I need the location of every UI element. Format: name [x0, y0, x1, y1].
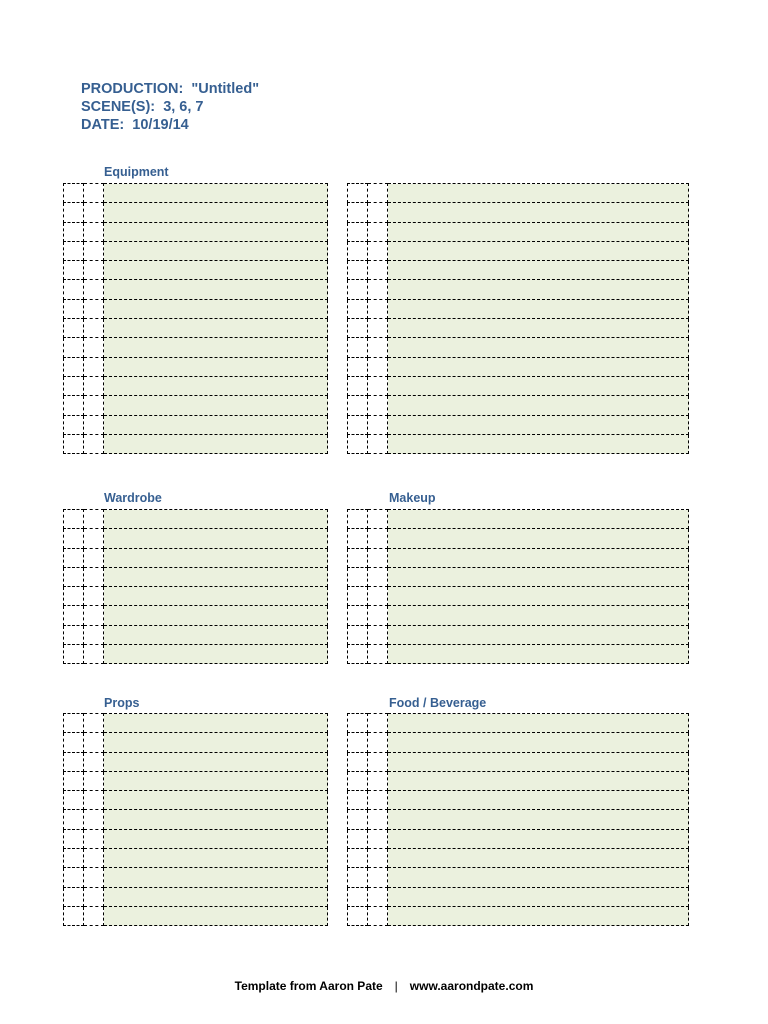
item-cell[interactable] — [104, 280, 328, 299]
item-cell[interactable] — [104, 606, 328, 625]
item-cell[interactable] — [388, 752, 689, 771]
checklist-row — [64, 280, 328, 299]
checkbox-cell[interactable] — [64, 733, 84, 752]
checkbox-cell[interactable] — [368, 510, 388, 529]
checkbox-cell[interactable] — [64, 357, 84, 376]
checklist-row — [348, 868, 689, 887]
checkbox-cell[interactable] — [84, 280, 104, 299]
item-cell[interactable] — [104, 645, 328, 664]
checklist-row — [348, 829, 689, 848]
checklist-row — [64, 810, 328, 829]
item-cell[interactable] — [388, 376, 689, 395]
footer-credit: Template from Aaron Pate — [234, 979, 383, 993]
item-cell[interactable] — [388, 849, 689, 868]
makeup-checklist — [347, 509, 689, 664]
checklist-row — [348, 510, 689, 529]
checkbox-cell[interactable] — [348, 338, 368, 357]
checklist-row — [64, 829, 328, 848]
item-cell[interactable] — [104, 357, 328, 376]
item-cell[interactable] — [388, 222, 689, 241]
checkbox-cell[interactable] — [348, 510, 368, 529]
checkbox-cell[interactable] — [64, 203, 84, 222]
item-cell[interactable] — [104, 906, 328, 925]
checklist-row — [64, 567, 328, 586]
checkbox-cell[interactable] — [64, 645, 84, 664]
checkbox-cell[interactable] — [84, 396, 104, 415]
item-cell[interactable] — [104, 548, 328, 567]
checklist-row — [64, 376, 328, 395]
item-cell[interactable] — [388, 338, 689, 357]
scenes-line — [81, 98, 259, 116]
checkbox-cell[interactable] — [84, 261, 104, 280]
item-cell[interactable] — [104, 510, 328, 529]
checkbox-cell[interactable] — [64, 434, 84, 453]
checkbox-cell[interactable] — [348, 752, 368, 771]
item-cell[interactable] — [388, 887, 689, 906]
checklist-row — [64, 434, 328, 453]
scenes-label: SCENE(S): — [81, 99, 156, 115]
food-beverage-title: Food / Beverage — [389, 696, 487, 710]
checkbox-cell[interactable] — [64, 319, 84, 338]
item-cell[interactable] — [388, 434, 689, 453]
item-cell[interactable] — [388, 241, 689, 260]
checkbox-cell[interactable] — [368, 222, 388, 241]
checklist-row — [348, 810, 689, 829]
checkbox-cell[interactable] — [84, 184, 104, 203]
item-cell[interactable] — [388, 791, 689, 810]
checkbox-cell[interactable] — [64, 529, 84, 548]
item-cell[interactable] — [388, 906, 689, 925]
checkbox-cell[interactable] — [368, 771, 388, 790]
checkbox-cell[interactable] — [64, 868, 84, 887]
checkbox-cell[interactable] — [84, 415, 104, 434]
checklist-row — [348, 396, 689, 415]
checkbox-cell[interactable] — [64, 280, 84, 299]
checkbox-cell[interactable] — [84, 548, 104, 567]
checkbox-cell[interactable] — [348, 184, 368, 203]
checkbox-cell[interactable] — [348, 887, 368, 906]
checkbox-cell[interactable] — [84, 241, 104, 260]
checkbox-cell[interactable] — [368, 434, 388, 453]
checklist-row — [348, 548, 689, 567]
checkbox-cell[interactable] — [348, 791, 368, 810]
checkbox-cell[interactable] — [84, 510, 104, 529]
item-cell[interactable] — [104, 752, 328, 771]
checklist-row — [348, 906, 689, 925]
checkbox-cell[interactable] — [368, 567, 388, 586]
item-cell[interactable] — [104, 261, 328, 280]
checklist-row — [64, 606, 328, 625]
item-cell[interactable] — [388, 184, 689, 203]
checkbox-cell[interactable] — [368, 338, 388, 357]
checkbox-cell[interactable] — [348, 203, 368, 222]
item-cell[interactable] — [104, 415, 328, 434]
checklist-row — [64, 261, 328, 280]
date-value: 10/19/14 — [132, 117, 189, 133]
checkbox-cell[interactable] — [64, 849, 84, 868]
checkbox-cell[interactable] — [84, 203, 104, 222]
item-cell[interactable] — [388, 714, 689, 733]
checkbox-cell[interactable] — [64, 338, 84, 357]
checkbox-cell[interactable] — [348, 625, 368, 644]
checkbox-cell[interactable] — [64, 299, 84, 318]
checklist-row — [64, 529, 328, 548]
checkbox-cell[interactable] — [84, 338, 104, 357]
checkbox-cell[interactable] — [368, 849, 388, 868]
item-cell[interactable] — [388, 868, 689, 887]
checkbox-cell[interactable] — [84, 868, 104, 887]
item-cell[interactable] — [388, 261, 689, 280]
production-line — [81, 80, 259, 98]
checklist-row — [348, 241, 689, 260]
checklist-row — [348, 299, 689, 318]
checklist-row — [64, 645, 328, 664]
item-cell[interactable] — [104, 203, 328, 222]
checklist-row — [64, 510, 328, 529]
item-cell[interactable] — [388, 203, 689, 222]
checkbox-cell[interactable] — [368, 625, 388, 644]
checkbox-cell[interactable] — [348, 733, 368, 752]
checkbox-cell[interactable] — [84, 529, 104, 548]
checkbox-cell[interactable] — [348, 829, 368, 848]
checklist-row — [64, 868, 328, 887]
checkbox-cell[interactable] — [64, 587, 84, 606]
item-cell[interactable] — [388, 771, 689, 790]
checklist-row — [64, 587, 328, 606]
item-cell[interactable] — [104, 376, 328, 395]
checkbox-cell[interactable] — [348, 906, 368, 925]
checkbox-cell[interactable] — [64, 241, 84, 260]
item-cell[interactable] — [388, 299, 689, 318]
checkbox-cell[interactable] — [84, 319, 104, 338]
checklist-row — [348, 529, 689, 548]
footer — [0, 979, 768, 993]
checklist-row — [64, 338, 328, 357]
checkbox-cell[interactable] — [348, 376, 368, 395]
checklist-row — [348, 222, 689, 241]
equipment-title: Equipment — [104, 165, 169, 179]
checkbox-cell[interactable] — [84, 829, 104, 848]
checklist-row — [348, 338, 689, 357]
checklist-row — [348, 606, 689, 625]
props-title: Props — [104, 696, 140, 710]
item-cell[interactable] — [388, 529, 689, 548]
checklist-row — [64, 222, 328, 241]
checkbox-cell[interactable] — [64, 510, 84, 529]
makeup-title: Makeup — [389, 491, 436, 505]
item-cell[interactable] — [388, 829, 689, 848]
checkbox-cell[interactable] — [84, 434, 104, 453]
food-beverage-checklist — [347, 713, 689, 926]
checkbox-cell[interactable] — [368, 810, 388, 829]
item-cell[interactable] — [104, 434, 328, 453]
checklist-row — [64, 714, 328, 733]
checklist-row — [348, 587, 689, 606]
checklist-row — [348, 261, 689, 280]
checkbox-cell[interactable] — [348, 567, 368, 586]
item-cell[interactable] — [388, 733, 689, 752]
checkbox-cell[interactable] — [368, 261, 388, 280]
item-cell[interactable] — [388, 510, 689, 529]
checklist-row — [64, 203, 328, 222]
checklist-row — [348, 376, 689, 395]
item-cell[interactable] — [104, 529, 328, 548]
checkbox-cell[interactable] — [84, 771, 104, 790]
checklist-row — [348, 203, 689, 222]
checkbox-cell[interactable] — [84, 376, 104, 395]
checklist-row — [64, 396, 328, 415]
checkbox-cell[interactable] — [348, 357, 368, 376]
checkbox-cell[interactable] — [368, 714, 388, 733]
checkbox-cell[interactable] — [84, 625, 104, 644]
item-cell[interactable] — [388, 587, 689, 606]
checkbox-cell[interactable] — [64, 829, 84, 848]
checklist-row — [348, 887, 689, 906]
checkbox-cell[interactable] — [368, 791, 388, 810]
checkbox-cell[interactable] — [64, 810, 84, 829]
checkbox-cell[interactable] — [368, 906, 388, 925]
item-cell[interactable] — [104, 222, 328, 241]
checklist-row — [64, 733, 328, 752]
checkbox-cell[interactable] — [348, 548, 368, 567]
item-cell[interactable] — [388, 625, 689, 644]
checkbox-cell[interactable] — [64, 625, 84, 644]
checkbox-cell[interactable] — [368, 241, 388, 260]
checkbox-cell[interactable] — [84, 587, 104, 606]
item-cell[interactable] — [388, 319, 689, 338]
date-label: DATE: — [81, 117, 125, 133]
checkbox-cell[interactable] — [348, 771, 368, 790]
checkbox-cell[interactable] — [368, 415, 388, 434]
production-value: "Untitled" — [191, 81, 260, 97]
item-cell[interactable] — [104, 733, 328, 752]
checkbox-cell[interactable] — [368, 587, 388, 606]
checkbox-cell[interactable] — [84, 887, 104, 906]
item-cell[interactable] — [388, 645, 689, 664]
checkbox-cell[interactable] — [84, 299, 104, 318]
checkbox-cell[interactable] — [368, 280, 388, 299]
checkbox-cell[interactable] — [64, 567, 84, 586]
checkbox-cell[interactable] — [84, 714, 104, 733]
checkbox-cell[interactable] — [368, 548, 388, 567]
checkbox-cell[interactable] — [368, 645, 388, 664]
equipment-checklist-continued — [347, 183, 689, 454]
checkbox-cell[interactable] — [368, 733, 388, 752]
checkbox-cell[interactable] — [368, 529, 388, 548]
checkbox-cell[interactable] — [64, 791, 84, 810]
checkbox-cell[interactable] — [64, 376, 84, 395]
checkbox-cell[interactable] — [368, 887, 388, 906]
item-cell[interactable] — [104, 868, 328, 887]
footer-url[interactable]: www.aarondpate.com — [409, 979, 534, 993]
wardrobe-checklist — [63, 509, 328, 664]
checkbox-cell[interactable] — [348, 222, 368, 241]
item-cell[interactable] — [104, 299, 328, 318]
checkbox-cell[interactable] — [84, 567, 104, 586]
checkbox-cell[interactable] — [348, 280, 368, 299]
equipment-checklist — [63, 183, 328, 454]
item-cell[interactable] — [104, 714, 328, 733]
checkbox-cell[interactable] — [64, 771, 84, 790]
checkbox-cell[interactable] — [84, 791, 104, 810]
date-line — [81, 116, 259, 134]
checklist-row — [348, 771, 689, 790]
checklist-row — [64, 548, 328, 567]
checklist-row — [348, 434, 689, 453]
checkbox-cell[interactable] — [64, 548, 84, 567]
checkbox-cell[interactable] — [348, 849, 368, 868]
production-label: PRODUCTION: — [81, 81, 184, 97]
checklist-row — [64, 849, 328, 868]
checklist-row — [348, 849, 689, 868]
checklist-row — [64, 791, 328, 810]
checkbox-cell[interactable] — [348, 434, 368, 453]
checkbox-cell[interactable] — [348, 606, 368, 625]
checkbox-cell[interactable] — [368, 396, 388, 415]
item-cell[interactable] — [104, 771, 328, 790]
checkbox-cell[interactable] — [368, 203, 388, 222]
checkbox-cell[interactable] — [368, 299, 388, 318]
checklist-row — [348, 752, 689, 771]
checklist-row — [348, 625, 689, 644]
item-cell[interactable] — [104, 791, 328, 810]
checkbox-cell[interactable] — [348, 810, 368, 829]
checkbox-cell[interactable] — [84, 222, 104, 241]
checkbox-cell[interactable] — [348, 299, 368, 318]
checklist-row — [348, 280, 689, 299]
item-cell[interactable] — [388, 567, 689, 586]
item-cell[interactable] — [104, 625, 328, 644]
checkbox-cell[interactable] — [64, 184, 84, 203]
checklist-row — [64, 319, 328, 338]
checkbox-cell[interactable] — [84, 906, 104, 925]
checkbox-cell[interactable] — [64, 261, 84, 280]
checklist-row — [348, 714, 689, 733]
checkbox-cell[interactable] — [348, 529, 368, 548]
item-cell[interactable] — [388, 415, 689, 434]
item-cell[interactable] — [388, 357, 689, 376]
checklist-row — [348, 791, 689, 810]
checkbox-cell[interactable] — [84, 752, 104, 771]
checkbox-cell[interactable] — [84, 606, 104, 625]
item-cell[interactable] — [104, 338, 328, 357]
checklist-row — [348, 357, 689, 376]
checkbox-cell[interactable] — [368, 829, 388, 848]
checkbox-cell[interactable] — [84, 645, 104, 664]
item-cell[interactable] — [104, 184, 328, 203]
item-cell[interactable] — [104, 849, 328, 868]
item-cell[interactable] — [388, 280, 689, 299]
checklist-row — [348, 184, 689, 203]
checklist-row — [64, 887, 328, 906]
checkbox-cell[interactable] — [368, 868, 388, 887]
checkbox-cell[interactable] — [64, 222, 84, 241]
checklist-row — [64, 906, 328, 925]
item-cell[interactable] — [388, 606, 689, 625]
checkbox-cell[interactable] — [84, 357, 104, 376]
checklist-row — [348, 733, 689, 752]
footer-separator: | — [394, 979, 398, 993]
wardrobe-title: Wardrobe — [104, 491, 162, 505]
checklist-row — [64, 357, 328, 376]
item-cell[interactable] — [388, 810, 689, 829]
item-cell[interactable] — [388, 548, 689, 567]
checklist-row — [64, 771, 328, 790]
checkbox-cell[interactable] — [84, 733, 104, 752]
checklist-row — [348, 645, 689, 664]
checkbox-cell[interactable] — [64, 752, 84, 771]
checkbox-cell[interactable] — [348, 396, 368, 415]
item-cell[interactable] — [104, 829, 328, 848]
item-cell[interactable] — [104, 319, 328, 338]
checkbox-cell[interactable] — [348, 587, 368, 606]
scenes-value: 3, 6, 7 — [163, 99, 204, 115]
item-cell[interactable] — [104, 587, 328, 606]
checkbox-cell[interactable] — [84, 849, 104, 868]
checklist-row — [64, 184, 328, 203]
checklist-row — [64, 625, 328, 644]
checkbox-cell[interactable] — [64, 415, 84, 434]
checklist-row — [64, 752, 328, 771]
item-cell[interactable] — [388, 396, 689, 415]
checklist-row — [64, 415, 328, 434]
item-cell[interactable] — [104, 241, 328, 260]
checkbox-cell[interactable] — [348, 241, 368, 260]
checklist-row — [348, 415, 689, 434]
production-header — [81, 80, 259, 134]
checkbox-cell[interactable] — [64, 606, 84, 625]
checkbox-cell[interactable] — [348, 261, 368, 280]
checkbox-cell[interactable] — [348, 714, 368, 733]
checkbox-cell[interactable] — [348, 415, 368, 434]
checkbox-cell[interactable] — [368, 184, 388, 203]
checklist-row — [348, 319, 689, 338]
checkbox-cell[interactable] — [368, 319, 388, 338]
checklist-row — [348, 567, 689, 586]
props-checklist — [63, 713, 328, 926]
item-cell[interactable] — [104, 567, 328, 586]
checkbox-cell[interactable] — [368, 752, 388, 771]
checkbox-cell[interactable] — [368, 606, 388, 625]
item-cell[interactable] — [104, 396, 328, 415]
checklist-row — [64, 241, 328, 260]
checkbox-cell[interactable] — [368, 357, 388, 376]
checkbox-cell[interactable] — [348, 319, 368, 338]
checkbox-cell[interactable] — [64, 714, 84, 733]
checkbox-cell[interactable] — [348, 645, 368, 664]
checkbox-cell[interactable] — [84, 810, 104, 829]
checkbox-cell[interactable] — [64, 906, 84, 925]
item-cell[interactable] — [104, 810, 328, 829]
checklist-row — [64, 299, 328, 318]
checkbox-cell[interactable] — [348, 868, 368, 887]
checkbox-cell[interactable] — [64, 396, 84, 415]
checkbox-cell[interactable] — [64, 887, 84, 906]
item-cell[interactable] — [104, 887, 328, 906]
checkbox-cell[interactable] — [368, 376, 388, 395]
